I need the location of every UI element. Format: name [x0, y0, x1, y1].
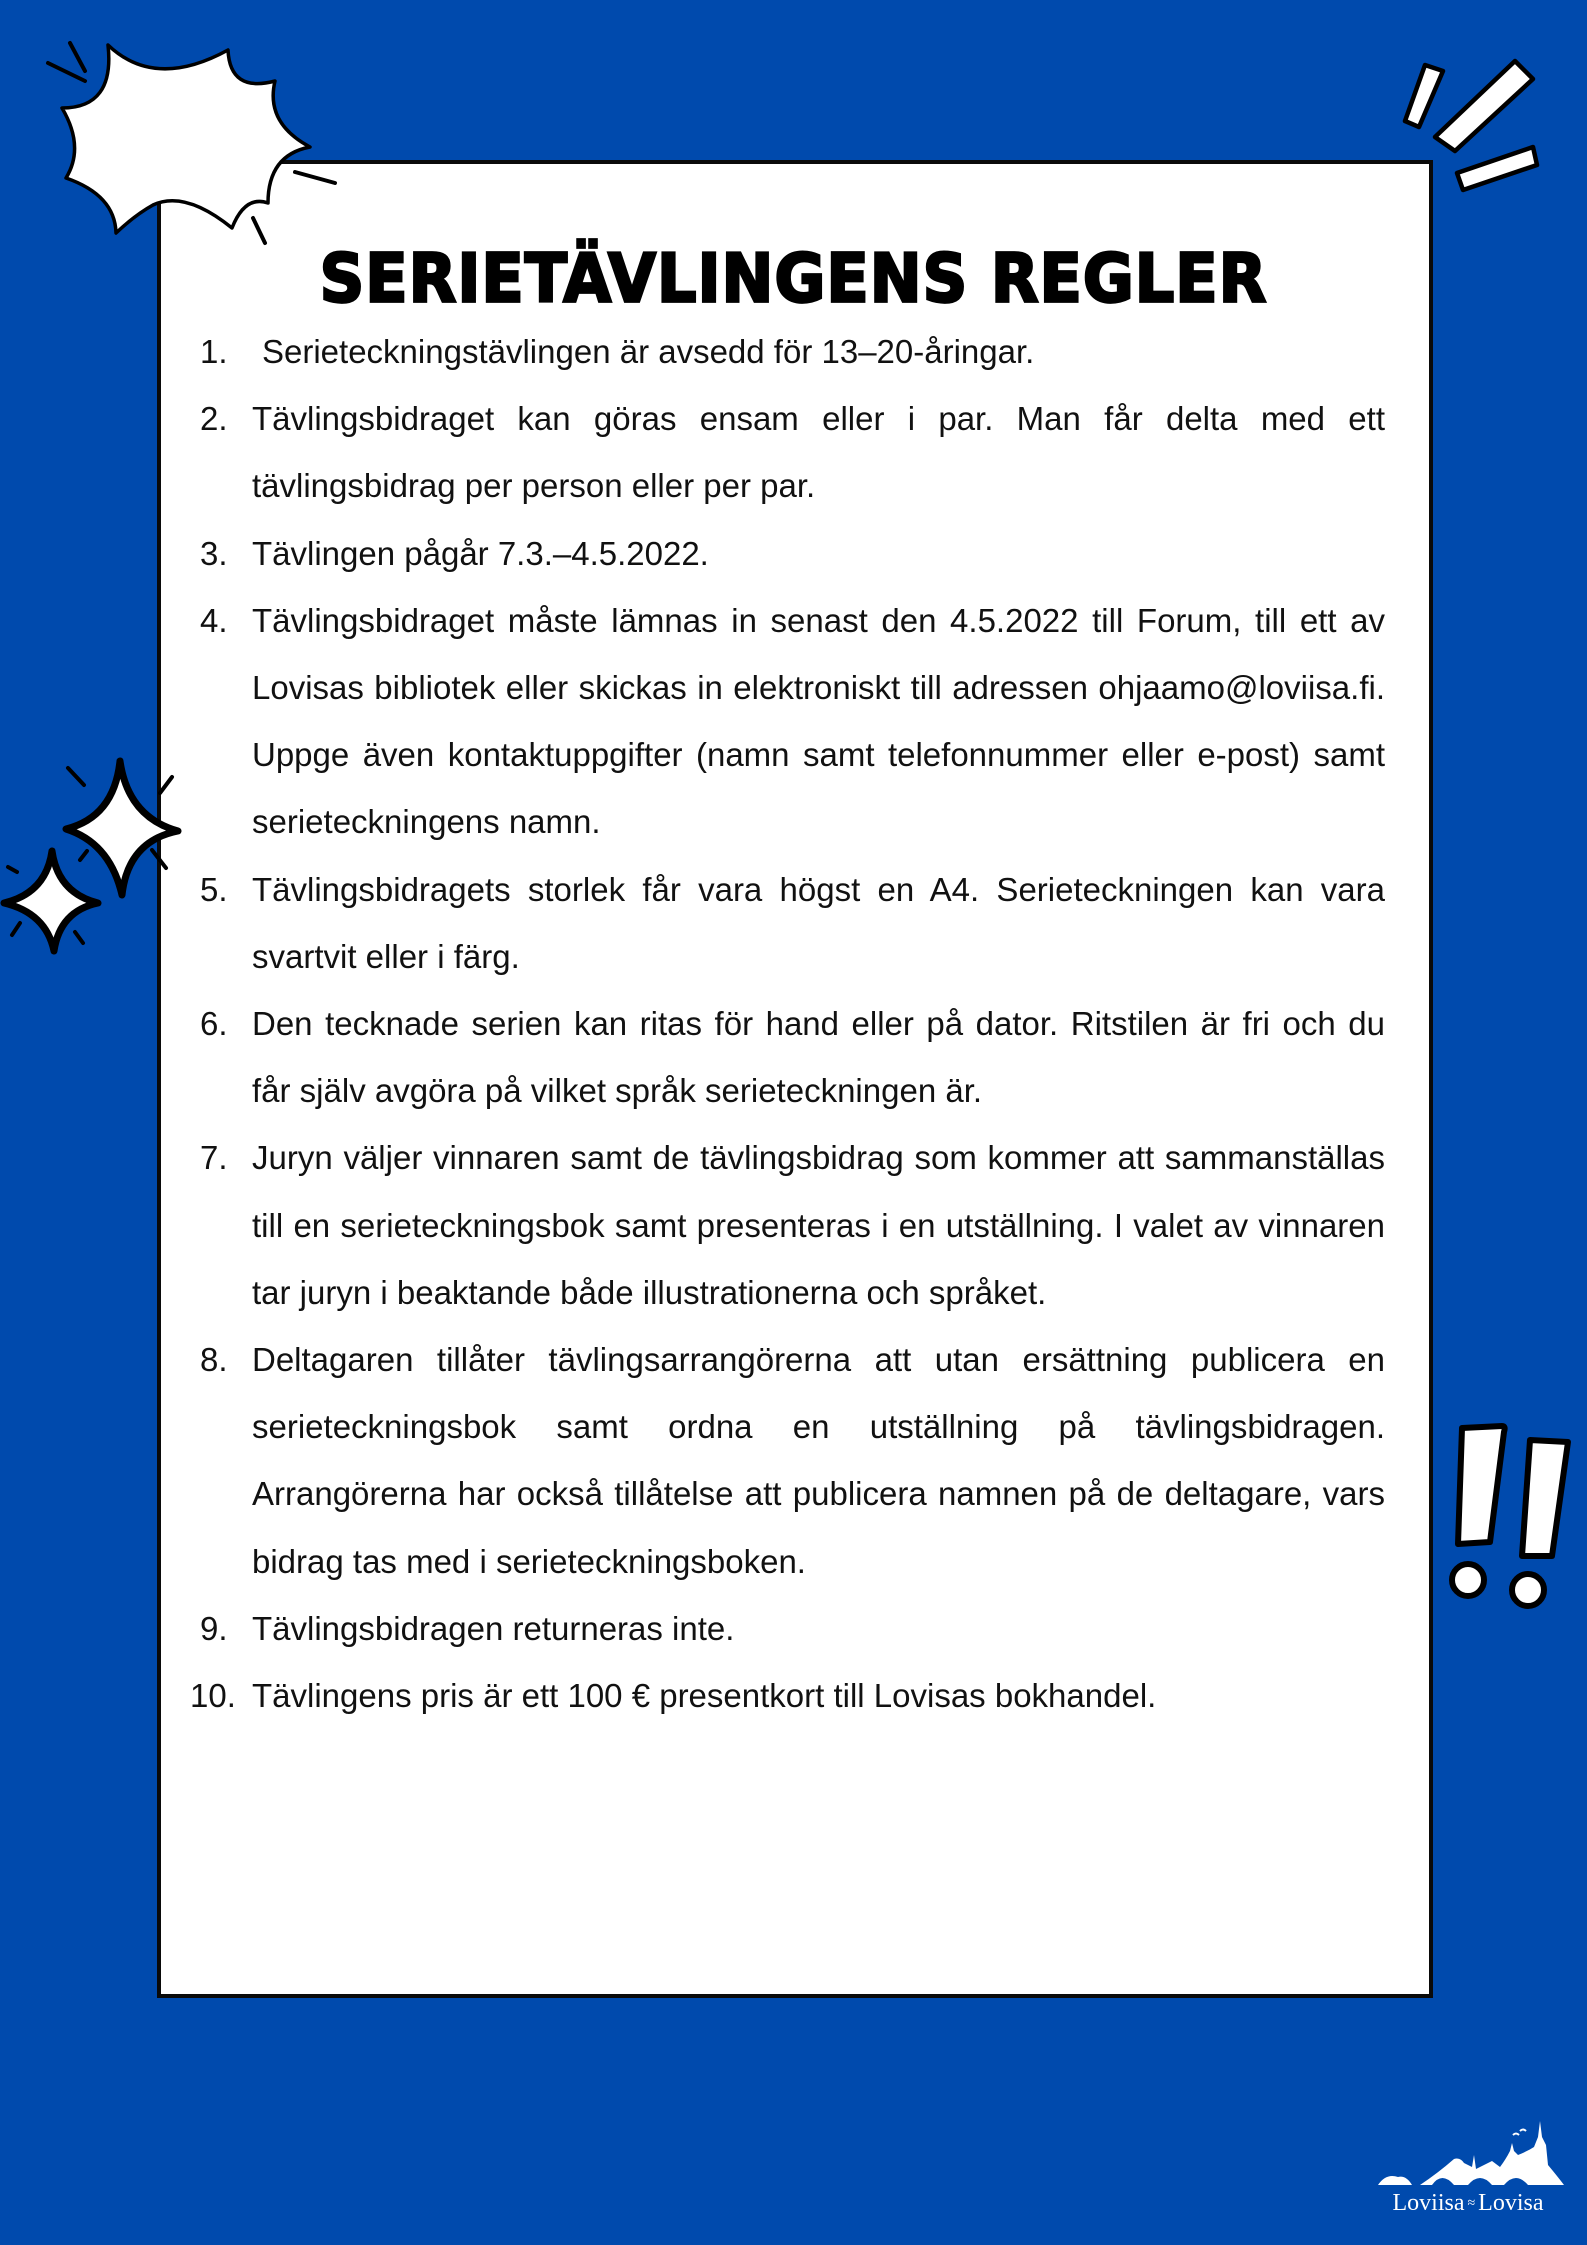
rule-item — [200, 856, 1385, 990]
rule-text: Serieteckningstävlingen är avsedd för 13–20-åringar. — [262, 333, 1035, 370]
rule-text: Tävlingens pris är ett 100 € presentkort till Lovisas bokhandel. — [252, 1677, 1157, 1715]
rule-item — [200, 385, 1385, 519]
rule-number: 10. — [190, 1677, 236, 1715]
rule-text: Deltagaren tillåter tävlingsarrangörerna att utan ersättning publicera en serieteckningsbok samt ordna en utställning på tävlingsbidragen. Arrangörerna har också tillåtelse att publicera namnen på de deltagare, vars bidrag tas med i serieteckningsboken. — [252, 1341, 1385, 1580]
town-skyline-icon — [1368, 2115, 1568, 2193]
rule-number: 6. — [200, 1005, 228, 1043]
rule-item — [200, 587, 1385, 856]
rule-number: 1. — [200, 333, 228, 370]
rule-text: Tävlingen pågår 7.3.–4.5.2022. — [252, 534, 709, 572]
page-title: SERIETÄVLINGENS REGLER — [319, 238, 1268, 318]
rule-text: Den tecknade serien kan ritas för hand eller på dator. Ritstilen är fri och du får själv avgöra på vilket språk serieteckningen är. — [252, 1005, 1385, 1110]
rule-item — [200, 520, 1385, 587]
rule-text: Tävlingsbidragen returneras inte. — [252, 1609, 735, 1647]
rule-number: 2. — [200, 400, 228, 438]
logo-name-swedish: Lovisa — [1478, 2190, 1544, 2216]
rule-item — [190, 1662, 1385, 1729]
rule-item — [200, 1595, 1385, 1662]
double-exclamation-icon — [1440, 1418, 1580, 1618]
rule-number: 3. — [200, 534, 228, 572]
rule-text: Juryn väljer vinnaren samt de tävlingsbidrag som kommer att sammanställas till en serieteckningsbok samt presenteras i en utställning. I valet av vinnaren tar juryn i beaktande både illustrationerna och språket. — [252, 1139, 1385, 1311]
loviisa-logo — [1368, 2115, 1568, 2225]
rule-number: 7. — [200, 1139, 228, 1177]
sparkles-icon — [0, 745, 190, 955]
rule-number: 4. — [200, 601, 228, 639]
rule-item — [200, 1326, 1385, 1595]
rule-item — [200, 990, 1385, 1124]
logo-text — [1368, 2190, 1568, 2217]
rule-item — [200, 318, 1385, 385]
rule-text: Tävlingsbidraget måste lämnas in senast den 4.5.2022 till Forum, till ett av Lovisas bibliotek eller skickas in elektroniskt till adressen ohjaamo@loviisa.fi. Uppge även kontaktuppgifter (namn samt telefonnummer eller e-post) samt serieteckningens namn. — [252, 601, 1385, 841]
rules-list — [190, 318, 1385, 1729]
rule-number: 5. — [200, 870, 228, 908]
action-lines-icon — [1395, 55, 1575, 205]
wave-icon: ≈ — [1467, 2196, 1476, 2212]
rule-item — [200, 1124, 1385, 1326]
rule-number: 9. — [200, 1609, 228, 1647]
logo-name-finnish: Loviisa — [1392, 2190, 1465, 2216]
rule-text: Tävlingsbidragets storlek får vara högst en A4. Serieteckningen kan vara svartvit eller i färg. — [252, 870, 1385, 975]
rule-number: 8. — [200, 1341, 228, 1379]
comic-burst-icon — [40, 35, 350, 255]
rule-text: Tävlingsbidraget kan göras ensam eller i par. Man får delta med ett tävlingsbidrag per person eller per par. — [252, 400, 1385, 505]
